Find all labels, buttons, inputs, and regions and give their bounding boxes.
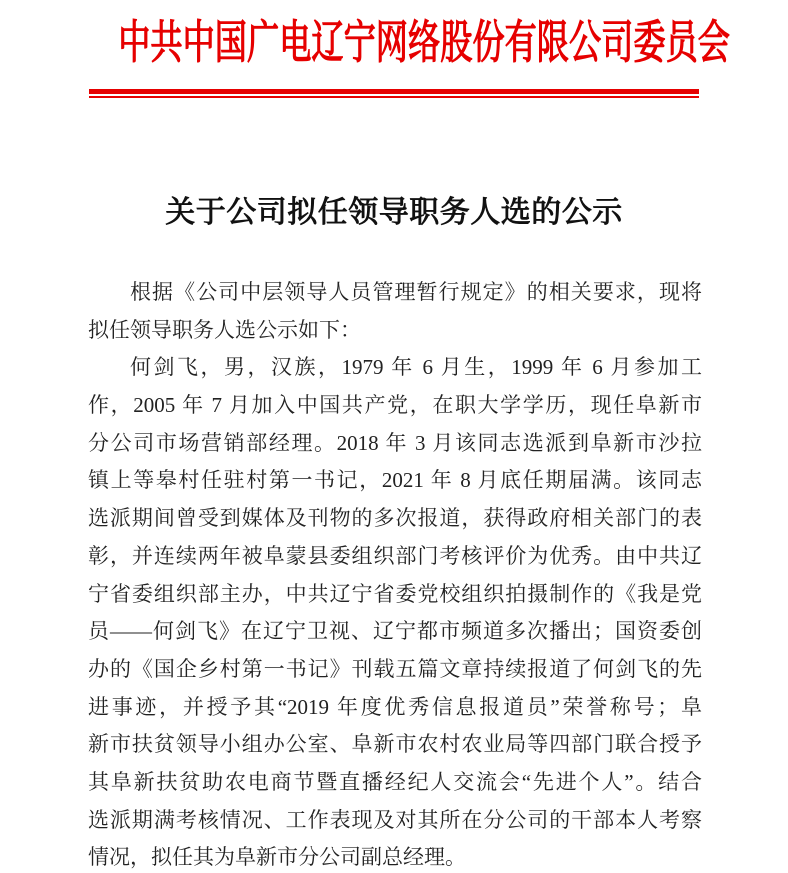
document-title: 关于公司拟任领导职务人选的公示	[165, 196, 623, 229]
body-line: 选派期间曾受到媒体及刊物的多次报道，获得政府相关部门的表	[88, 506, 702, 531]
body-line: 进事迹，并授予其“2019 年度优秀信息报道员”荣誉称号；阜	[88, 694, 702, 719]
body-line: 何剑飞，男，汉族，1979 年 6 月生，1999 年 6 月参加工	[130, 355, 702, 380]
body-line: 拟任领导职务人选公示如下：	[88, 317, 361, 342]
body-line: 分公司市场营销部经理。2018 年 3 月该同志选派到阜新市沙拉	[88, 430, 702, 455]
body-line: 办的《国企乡村第一书记》刊载五篇文章持续报道了何剑飞的先	[88, 656, 702, 681]
body-line: 作，2005 年 7 月加入中国共产党，在职大学学历，现任阜新市	[88, 393, 702, 418]
body-line: 选派期满考核情况、工作表现及对其所在分公司的干部本人考察	[88, 807, 702, 832]
body-line: 彰，并连续两年被阜蒙县委组织部门考核评价为优秀。由中共辽	[88, 543, 702, 568]
letterhead	[0, 0, 788, 98]
document-body	[88, 274, 702, 873]
divider-thin-line	[89, 96, 699, 98]
body-line: 镇上等皋村任驻村第一书记，2021 年 8 月底任期届满。该同志	[88, 468, 702, 493]
body-line: 员——何剑飞》在辽宁卫视、辽宁都市频道多次播出；国资委创	[88, 619, 702, 644]
body-line: 情况，拟任其为阜新市分公司副总经理。	[88, 845, 466, 870]
header-divider	[89, 89, 699, 98]
body-line: 根据《公司中层领导人员管理暂行规定》的相关要求，现将	[130, 280, 702, 304]
body-line: 新市扶贫领导小组办公室、阜新市农村农业局等四部门联合授予	[88, 732, 702, 757]
body-line: 宁省委组织部主办，中共辽宁省委党校组织拍摄制作的《我是党	[88, 581, 702, 606]
body-line: 其阜新扶贫助农电商节暨直播经纪人交流会“先进个人”。结合	[88, 769, 702, 794]
org-name: 中共中国广电辽宁网络股份有限公司委员会	[118, 17, 730, 68]
